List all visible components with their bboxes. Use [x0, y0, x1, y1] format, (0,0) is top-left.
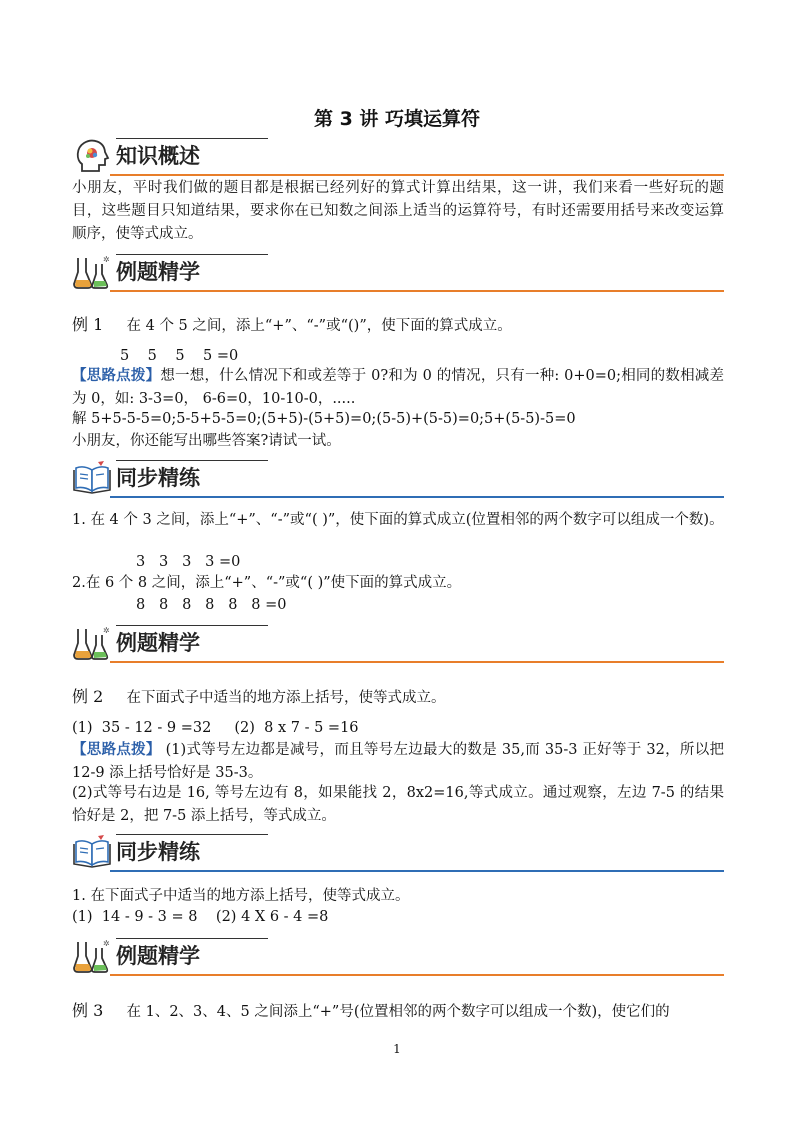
flask-icon — [72, 254, 112, 290]
section-divider — [110, 496, 724, 498]
section-label: 知识概述 — [116, 144, 200, 168]
section-header-practice — [72, 830, 724, 874]
practice-question: 1. 在下面式子中适当的地方添上括号，使等式成立。 — [72, 888, 410, 904]
section-divider — [110, 661, 724, 663]
section-label: 例题精学 — [116, 944, 200, 968]
section-divider — [110, 870, 724, 872]
practice-formula: 3 3 3 3 =0 — [136, 554, 241, 570]
hint-paragraph — [72, 738, 724, 785]
hint-label: 【思路点拨】 — [72, 741, 161, 758]
section-label: 例题精学 — [116, 631, 200, 655]
solution-text: 解 5+5-5-5=0;5-5+5-5=0;(5+5)-(5+5)=0;(5-5)+(5-5)=0;5+(5-5)-5=0 — [72, 411, 576, 427]
flask-icon — [72, 938, 112, 974]
section-divider — [110, 974, 724, 976]
section-header-knowledge — [72, 134, 724, 178]
explanation-text: (2)式等号右边是 16, 等号左边有 8，如果能找 2，8x2=16,等式成立。通过观察，左边 7-5 的结果恰好是 2，把 7-5 添上括号，等式成立。 — [72, 785, 724, 824]
example-formulas: (1) 35 - 12 - 9 =32 (2) 8 x 7 - 5 =16 — [72, 720, 359, 736]
section-divider — [110, 290, 724, 292]
page-title: 第 3 讲 巧填运算符 — [313, 108, 481, 130]
section-header-example — [72, 934, 724, 978]
practice-formula: 8 8 8 8 8 8 =0 — [136, 597, 287, 613]
hint-text: 想一想，什么情况下和或差等于 0?和为 0 的情况，只有一种: 0+0=0;相同的数相减差为 0，如: 3-3=0， 6-6=0，10-10-0，..... — [72, 368, 725, 407]
svg-text:✲: ✲ — [103, 626, 110, 635]
svg-text:✲: ✲ — [103, 255, 110, 264]
example-formula: 5 5 5 5 =0 — [120, 348, 239, 364]
example-label: 例 2 — [72, 687, 104, 706]
practice-formulas: (1) 14 - 9 - 3 = 8 (2) 4 X 6 - 4 =8 — [72, 909, 329, 925]
flask-icon — [72, 625, 112, 661]
section-header-example — [72, 621, 724, 665]
example-label: 例 1 — [72, 315, 104, 334]
section-label: 同步精练 — [116, 840, 200, 864]
section-header-example — [72, 250, 724, 294]
section-label: 同步精练 — [116, 466, 200, 490]
hint-label: 【思路点拨】 — [72, 367, 161, 384]
section-label: 例题精学 — [116, 260, 200, 284]
brain-head-icon — [72, 138, 112, 174]
section-header-practice — [72, 456, 724, 500]
open-book-icon — [72, 834, 112, 870]
section-divider — [110, 174, 724, 176]
example-text: 在 1、2、3、4、5 之间添上“+”号(位置相邻的两个数字可以组成一个数)，使它们的 — [126, 1004, 670, 1020]
hint-text: (1)式等号左边都是减号，而且等号左边最大的数是 35,而 35-3 正好等于 32，所以把 12-9 添上括号恰好是 35-3。 — [72, 742, 725, 781]
practice-question: 2.在 6 个 8 之间，添上“+”、“-”或“( )”使下面的算式成立。 — [72, 575, 462, 591]
open-book-icon — [72, 460, 112, 496]
page-number: 1 — [393, 1042, 401, 1056]
svg-text:✲: ✲ — [103, 939, 110, 948]
practice-question: 1. 在 4 个 3 之间，添上“+”、“-”或“( )”，使下面的算式成立(位置相邻的两个数字可以组成一个数)。 — [72, 512, 724, 528]
example-text: 在下面式子中适当的地方添上括号，使等式成立。 — [126, 690, 446, 706]
example-label: 例 3 — [72, 1001, 104, 1020]
example-text: 在 4 个 5 之间，添上“+”、“-”或“()”，使下面的算式成立。 — [126, 318, 512, 334]
closing-text: 小朋友，你还能写出哪些答案?请试一试。 — [72, 433, 341, 449]
hint-paragraph — [72, 364, 724, 411]
knowledge-text: 小朋友，平时我们做的题目都是根据已经列好的算式计算出结果，这一讲，我们来看一些好玩的题目，这些题目只知道结果，要求你在已知数之间添上适当的运算符号，有时还需要用括号来改变运算顺序，使等式成立。 — [72, 180, 724, 242]
